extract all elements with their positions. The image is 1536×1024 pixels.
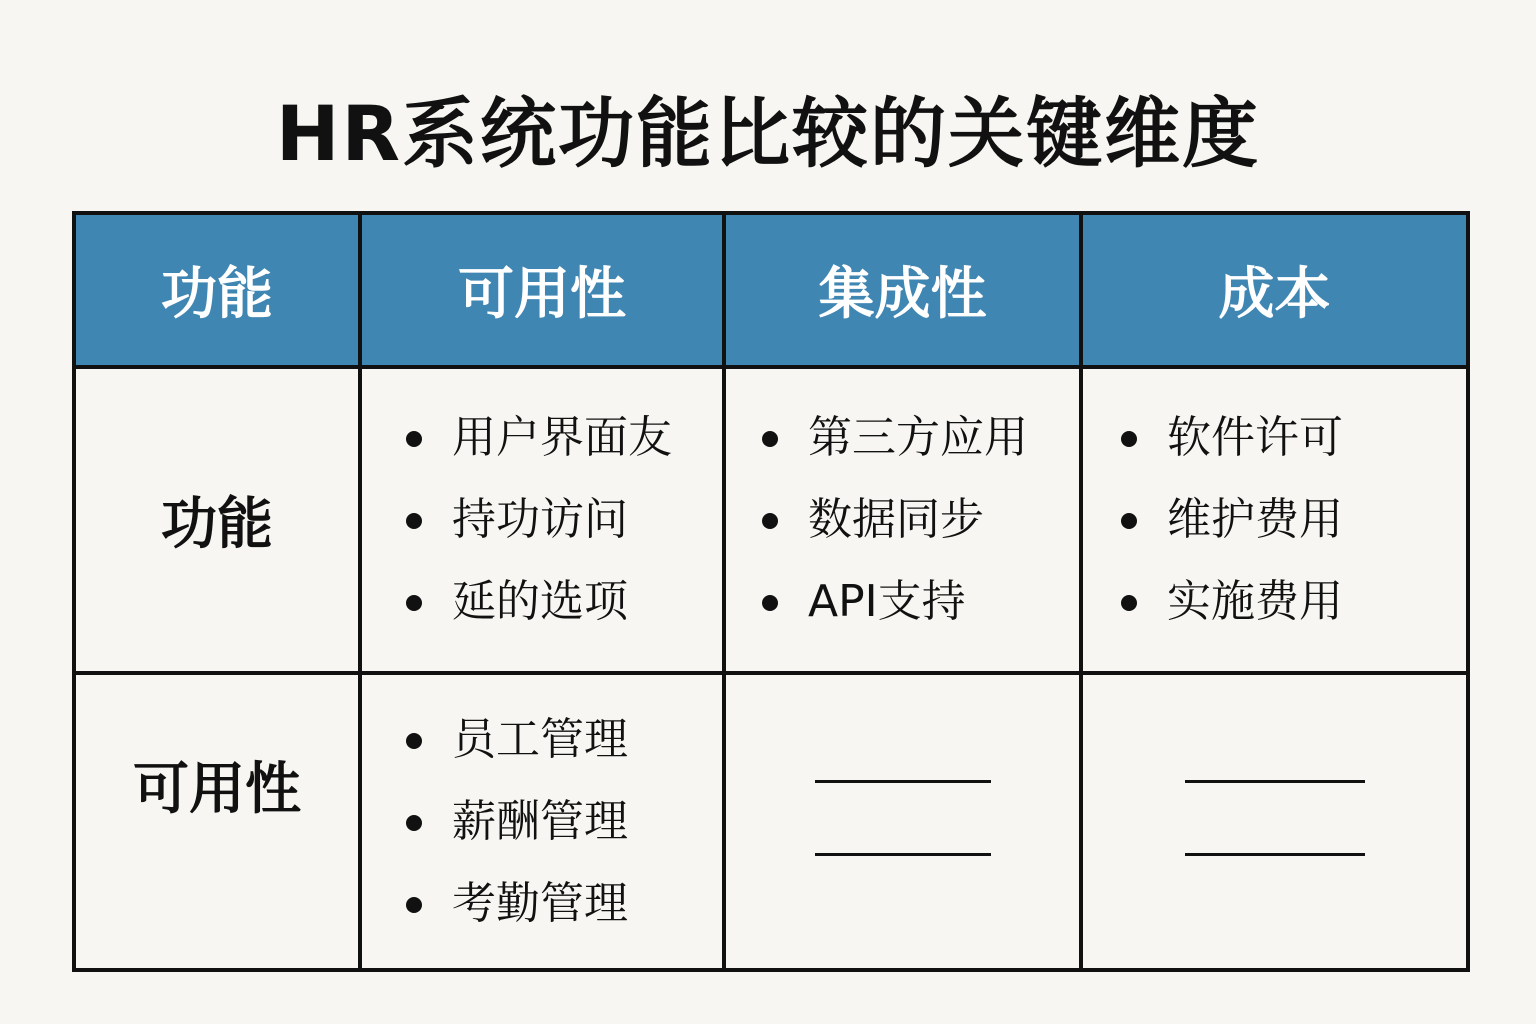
bullet-icon — [406, 733, 422, 749]
list-item: 第三方应用 — [762, 397, 1079, 479]
list-item: 薪酬管理 — [406, 781, 722, 863]
bullet-icon — [762, 595, 778, 611]
page-title: HR系统功能比较的关键维度 — [275, 89, 1261, 178]
blank-line — [1185, 780, 1365, 783]
cell-availability-availability — [360, 673, 724, 970]
list-item: 用户界面友 — [406, 397, 722, 479]
comparison-table — [72, 211, 1470, 972]
bullet-icon — [1121, 595, 1137, 611]
header-cost: 成本 — [1081, 213, 1468, 367]
cell-function-availability — [360, 367, 724, 673]
row-label-function: 功能 — [74, 367, 360, 673]
bullet-icon — [762, 513, 778, 529]
cell-availability-cost — [1081, 673, 1468, 970]
cell-availability-integration — [724, 673, 1081, 970]
cell-function-cost — [1081, 367, 1468, 673]
table-row — [74, 367, 1468, 673]
list-item: 员工管理 — [406, 699, 722, 781]
header-integration: 集成性 — [724, 213, 1081, 367]
blank-line — [815, 853, 991, 856]
list-item: API支持 — [762, 561, 1079, 643]
list-item: 软件许可 — [1121, 397, 1466, 479]
bullet-icon — [406, 513, 422, 529]
bullet-icon — [1121, 431, 1137, 447]
list-item: 考勤管理 — [406, 863, 722, 945]
list-item: 持功访问 — [406, 479, 722, 561]
row-label-availability: 可用性 — [74, 673, 360, 970]
list-item: 延的选项 — [406, 561, 722, 643]
bullet-icon — [406, 431, 422, 447]
header-availability: 可用性 — [360, 213, 724, 367]
table-row — [74, 673, 1468, 970]
list-item: 数据同步 — [762, 479, 1079, 561]
bullet-icon — [406, 815, 422, 831]
cell-function-integration — [724, 367, 1081, 673]
blank-line — [815, 780, 991, 783]
bullet-icon — [406, 897, 422, 913]
header-row — [74, 213, 1468, 367]
list-item: 实施费用 — [1121, 561, 1466, 643]
bullet-icon — [406, 595, 422, 611]
bullet-icon — [1121, 513, 1137, 529]
bullet-icon — [762, 431, 778, 447]
blank-line — [1185, 853, 1365, 856]
header-function: 功能 — [74, 213, 360, 367]
list-item: 维护费用 — [1121, 479, 1466, 561]
